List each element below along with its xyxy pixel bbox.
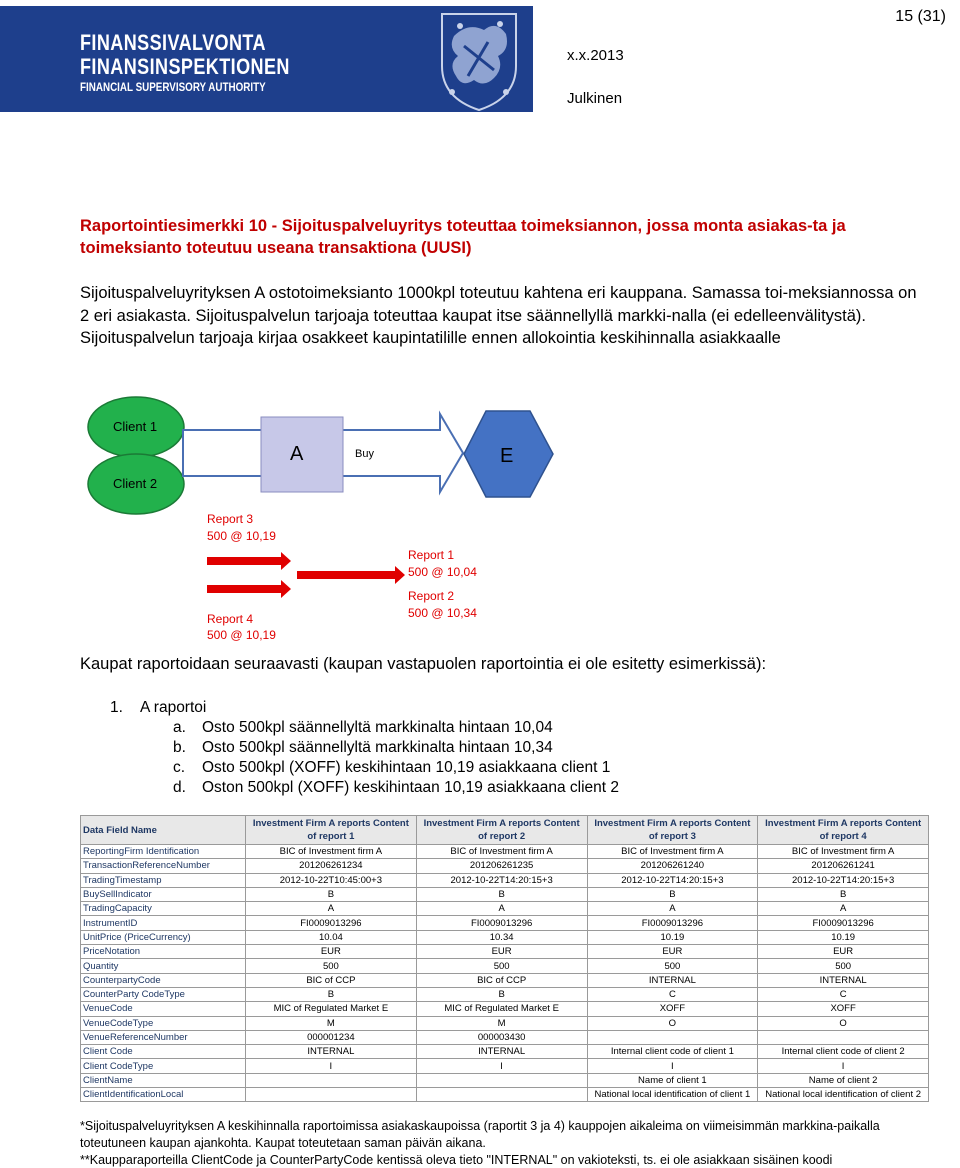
report-arrow-2 — [207, 580, 291, 598]
logo-line2: FINANSINSPEKTIONEN — [80, 54, 290, 79]
field-name-cell: Client CodeType — [81, 1059, 246, 1073]
list-item-letter: b. — [173, 739, 186, 756]
value-cell — [587, 1030, 758, 1044]
value-cell: BIC of CCP — [416, 973, 587, 987]
value-cell: 10.19 — [587, 930, 758, 944]
value-cell: EUR — [246, 945, 417, 959]
value-cell: A — [758, 902, 929, 916]
buy-label: Buy — [355, 448, 374, 460]
table-row — [81, 1073, 929, 1087]
value-cell: A — [587, 902, 758, 916]
field-name-cell: ReportingFirm Identification — [81, 845, 246, 859]
value-cell: A — [246, 902, 417, 916]
lead-text: Kaupat raportoidaan seuraavasti (kaupan vastapuolen raportointia ei ole esitetty esimerkissä): — [80, 655, 767, 673]
value-cell: 500 — [246, 959, 417, 973]
value-cell: M — [416, 1016, 587, 1030]
value-cell: C — [587, 987, 758, 1001]
report1-title: Report 1 — [408, 548, 455, 562]
value-cell: EUR — [587, 945, 758, 959]
value-cell: 2012-10-22T14:20:15+3 — [587, 873, 758, 887]
field-name-cell: VenueCode — [81, 1002, 246, 1016]
value-cell: INTERNAL — [758, 973, 929, 987]
value-cell — [758, 1030, 929, 1044]
list-item-letter: a. — [173, 719, 186, 736]
list-item-letter: d. — [173, 779, 186, 796]
value-cell: XOFF — [587, 1002, 758, 1016]
value-cell: BIC of Investment firm A — [246, 845, 417, 859]
logo-line1: FINANSSIVALVONTA — [80, 30, 266, 55]
value-cell: EUR — [758, 945, 929, 959]
section-title: Raportointiesimerkki 10 - Sijoituspalveluyritys toteuttaa toimeksiannon, jossa monta asiakas-ta ja toimeksianto toteutuu useana transaktiona (UUSI) — [80, 217, 846, 257]
value-cell: 201206261235 — [416, 859, 587, 873]
client2-label: Client 2 — [113, 476, 158, 491]
field-name-cell: TradingCapacity — [81, 902, 246, 916]
table-row — [81, 902, 929, 916]
value-cell: 201206261241 — [758, 859, 929, 873]
value-cell: 2012-10-22T14:20:15+3 — [758, 873, 929, 887]
field-name-cell: VenueReferenceNumber — [81, 1030, 246, 1044]
table-row — [81, 959, 929, 973]
value-cell: 201206261234 — [246, 859, 417, 873]
field-name-cell: PriceNotation — [81, 945, 246, 959]
list-item-text: Oston 500kpl (XOFF) keskihintaan 10,19 asiakkaana client 2 — [202, 779, 620, 796]
table-header-cell: Data Field Name — [81, 816, 246, 845]
field-name-cell: ClientIdentificationLocal — [81, 1088, 246, 1102]
report3-value: 500 @ 10,19 — [207, 529, 276, 543]
value-cell: BIC of Investment firm A — [587, 845, 758, 859]
table-row — [81, 1045, 929, 1059]
value-cell — [416, 1073, 587, 1087]
value-cell: FI0009013296 — [416, 916, 587, 930]
field-name-cell: TransactionReferenceNumber — [81, 859, 246, 873]
value-cell: 10.19 — [758, 930, 929, 944]
value-cell: I — [416, 1059, 587, 1073]
value-cell — [246, 1073, 417, 1087]
value-cell: 500 — [758, 959, 929, 973]
report1-value: 500 @ 10,04 — [408, 565, 477, 579]
value-cell: National local identification of client 1 — [587, 1088, 758, 1102]
value-cell: 500 — [587, 959, 758, 973]
value-cell: 000001234 — [246, 1030, 417, 1044]
value-cell: I — [246, 1059, 417, 1073]
list-item-text: Osto 500kpl (XOFF) keskihintaan 10,19 asiakkaana client 1 — [202, 759, 611, 776]
field-name-cell: CounterParty CodeType — [81, 987, 246, 1001]
value-cell: EUR — [416, 945, 587, 959]
report4-title: Report 4 — [207, 612, 254, 626]
table-row — [81, 1088, 929, 1102]
footnote-1: *Sijoituspalveluyrityksen A keskihinnalla raportoimissa asiakaskaupoissa (raportit 3 ja 4) kauppojen aikaleima on viimeisimmän markkina-paikalla toteutuneen kaupan ajankohta. Kaupat toteutetaan saman päivän aikana. — [80, 1119, 880, 1150]
field-name-cell: TradingTimestamp — [81, 873, 246, 887]
value-cell — [246, 1088, 417, 1102]
value-cell: 2012-10-22T14:20:15+3 — [416, 873, 587, 887]
value-cell: FI0009013296 — [587, 916, 758, 930]
value-cell: I — [587, 1059, 758, 1073]
table-row — [81, 873, 929, 887]
field-name-cell: ClientName — [81, 1073, 246, 1087]
table-row — [81, 859, 929, 873]
table-row — [81, 845, 929, 859]
value-cell: O — [758, 1016, 929, 1030]
value-cell: 000003430 — [416, 1030, 587, 1044]
report-arrow-1 — [207, 552, 291, 570]
value-cell: B — [246, 987, 417, 1001]
table-header-cell: Investment Firm A reports Content of report 1 — [246, 816, 417, 845]
table-row — [81, 945, 929, 959]
table-row — [81, 1002, 929, 1016]
report-table — [80, 815, 929, 1102]
report2-value: 500 @ 10,34 — [408, 606, 477, 620]
report3-title: Report 3 — [207, 512, 254, 526]
value-cell: 2012-10-22T10:45:00+3 — [246, 873, 417, 887]
value-cell: Internal client code of client 1 — [587, 1045, 758, 1059]
field-name-cell: UnitPrice (PriceCurrency) — [81, 930, 246, 944]
value-cell: National local identification of client 2 — [758, 1088, 929, 1102]
value-cell: 201206261240 — [587, 859, 758, 873]
list-number: 1. — [110, 699, 123, 716]
table-row — [81, 930, 929, 944]
field-name-cell: CounterpartyCode — [81, 973, 246, 987]
field-name-cell: BuySellIndicator — [81, 887, 246, 901]
value-cell: Name of client 2 — [758, 1073, 929, 1087]
exchange-label: E — [500, 445, 514, 467]
firm-label: A — [290, 443, 304, 465]
value-cell: B — [758, 887, 929, 901]
table-row — [81, 1059, 929, 1073]
table-header-row — [81, 816, 929, 845]
logo-line3: FINANCIAL SUPERVISORY AUTHORITY — [80, 80, 266, 94]
intro-paragraph: Sijoituspalveluyrityksen A ostotoimeksianto 1000kpl toteutuu kahtena eri kauppana. Samassa toi-meksiannossa on 2 eri asiakasta. Sijoituspalvelun tarjoaja toteuttaa kaupat itse säännellyllä markki-nalla (ei edelleenvälitystä). Sijoituspalvelun tarjoaja kirjaa osakkeet kaupintatilille ennen allokointia keskihinnalla asiakkaalle — [80, 284, 917, 347]
value-cell: MIC of Regulated Market E — [416, 1002, 587, 1016]
lion-emblem-icon — [424, 6, 533, 112]
value-cell: M — [246, 1016, 417, 1030]
value-cell: INTERNAL — [587, 973, 758, 987]
report4-value: 500 @ 10,19 — [207, 628, 276, 642]
table-row — [81, 916, 929, 930]
value-cell: I — [758, 1059, 929, 1073]
list-label: A raportoi — [140, 699, 207, 716]
value-cell: B — [246, 887, 417, 901]
value-cell: Internal client code of client 2 — [758, 1045, 929, 1059]
value-cell: 500 — [416, 959, 587, 973]
value-cell: C — [758, 987, 929, 1001]
footnote-2: **Kaupparaporteilla ClientCode ja CounterPartyCode kentissä oleva tieto "INTERNAL" on vakioteksti, ts. ei ole asiakkaan sisäinen koodi — [80, 1153, 833, 1167]
report-arrow-3 — [297, 566, 405, 584]
table-row — [81, 1016, 929, 1030]
value-cell: FI0009013296 — [758, 916, 929, 930]
document-date: x.x.2013 — [567, 47, 624, 64]
value-cell: B — [416, 987, 587, 1001]
table-row — [81, 1030, 929, 1044]
list-item-letter: c. — [173, 759, 186, 776]
value-cell: B — [587, 887, 758, 901]
value-cell: A — [416, 902, 587, 916]
table-header-cell: Investment Firm A reports Content of report 2 — [416, 816, 587, 845]
value-cell: 10.04 — [246, 930, 417, 944]
client1-label: Client 1 — [113, 419, 158, 434]
transaction-diagram — [85, 392, 605, 647]
document-status: Julkinen — [567, 90, 623, 107]
value-cell: BIC of CCP — [246, 973, 417, 987]
value-cell: Name of client 1 — [587, 1073, 758, 1087]
report2-title: Report 2 — [408, 589, 455, 603]
field-name-cell: Client Code — [81, 1045, 246, 1059]
value-cell: INTERNAL — [416, 1045, 587, 1059]
value-cell: BIC of Investment firm A — [758, 845, 929, 859]
value-cell: 10.34 — [416, 930, 587, 944]
field-name-cell: Quantity — [81, 959, 246, 973]
value-cell: INTERNAL — [246, 1045, 417, 1059]
report-table-container — [80, 815, 929, 1102]
value-cell: XOFF — [758, 1002, 929, 1016]
value-cell: MIC of Regulated Market E — [246, 1002, 417, 1016]
list-item-text: Osto 500kpl säännellyltä markkinalta hintaan 10,34 — [202, 739, 553, 756]
table-row — [81, 887, 929, 901]
page-number: 15 (31) — [895, 8, 946, 25]
table-header-cell: Investment Firm A reports Content of report 4 — [758, 816, 929, 845]
field-name-cell: VenueCodeType — [81, 1016, 246, 1030]
value-cell: BIC of Investment firm A — [416, 845, 587, 859]
value-cell: FI0009013296 — [246, 916, 417, 930]
value-cell — [416, 1088, 587, 1102]
table-row — [81, 973, 929, 987]
value-cell: B — [416, 887, 587, 901]
list-item-text: Osto 500kpl säännellyltä markkinalta hintaan 10,04 — [202, 719, 553, 736]
table-header-cell: Investment Firm A reports Content of report 3 — [587, 816, 758, 845]
field-name-cell: InstrumentID — [81, 916, 246, 930]
table-row — [81, 987, 929, 1001]
value-cell: O — [587, 1016, 758, 1030]
